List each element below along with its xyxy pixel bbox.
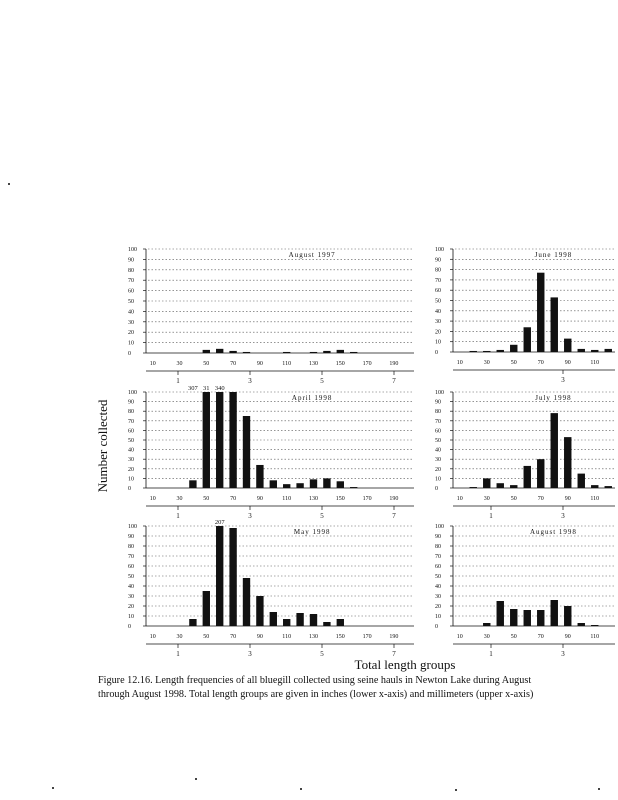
x-axis-label: Total length groups bbox=[354, 657, 456, 672]
bar bbox=[216, 392, 223, 488]
bar bbox=[283, 352, 290, 353]
bar bbox=[323, 622, 330, 626]
x-tick-label-mm: 110 bbox=[282, 634, 292, 640]
y-tick-label: 40 bbox=[128, 309, 134, 316]
x-tick-label-mm: 70 bbox=[537, 634, 544, 640]
panel-title: August 1998 bbox=[529, 528, 577, 536]
caption-line-2: through August 1998. Total length groups are given in inches (lower x-axis) and millimeters (upper x-axis) bbox=[98, 689, 534, 700]
x-tick-label-mm: 170 bbox=[362, 634, 372, 640]
x-tick-label-inch: 1 bbox=[176, 377, 180, 385]
y-tick-label: 70 bbox=[435, 277, 441, 284]
bar bbox=[524, 466, 531, 488]
bar bbox=[229, 392, 236, 488]
y-tick-label: 70 bbox=[435, 418, 441, 425]
x-tick-label-inch: 5 bbox=[320, 650, 324, 658]
y-tick-label: 80 bbox=[128, 544, 134, 550]
x-tick-label-inch: 3 bbox=[248, 512, 252, 520]
y-tick-label: 10 bbox=[128, 614, 134, 620]
x-tick-label-mm: 90 bbox=[564, 360, 571, 366]
bar-value-label: 207 bbox=[214, 519, 225, 526]
y-tick-label: 100 bbox=[435, 524, 444, 530]
y-tick-label: 80 bbox=[435, 544, 441, 550]
x-tick-label-mm: 190 bbox=[389, 496, 399, 502]
y-tick-label: 40 bbox=[435, 447, 441, 454]
x-tick-label-mm: 50 bbox=[203, 496, 210, 502]
x-tick-label-mm: 50 bbox=[510, 496, 517, 502]
panel-title: April 1998 bbox=[291, 394, 333, 402]
x-tick-label-mm: 50 bbox=[203, 634, 210, 640]
bar bbox=[470, 487, 477, 488]
bar bbox=[229, 351, 236, 353]
y-tick-label: 50 bbox=[435, 298, 441, 305]
bar bbox=[591, 350, 598, 352]
y-tick-label: 20 bbox=[128, 466, 134, 473]
panel-title: July 1998 bbox=[535, 394, 572, 402]
bar bbox=[497, 601, 504, 626]
y-tick-label: 90 bbox=[128, 534, 134, 540]
bar bbox=[551, 600, 558, 626]
x-tick-label-mm: 170 bbox=[362, 361, 372, 367]
y-axis-label: Number collected bbox=[95, 399, 110, 493]
y-tick-label: 70 bbox=[128, 418, 134, 425]
bar bbox=[216, 349, 223, 353]
y-tick-label: 70 bbox=[128, 554, 134, 560]
bar bbox=[203, 350, 210, 353]
x-tick-label-mm: 30 bbox=[176, 496, 183, 502]
y-tick-label: 0 bbox=[128, 351, 131, 357]
bar bbox=[323, 478, 330, 488]
y-tick-label: 70 bbox=[435, 554, 441, 560]
bar bbox=[524, 610, 531, 626]
y-tick-label: 40 bbox=[128, 584, 134, 590]
y-tick-label: 20 bbox=[128, 330, 134, 337]
x-tick-label-mm: 110 bbox=[282, 361, 292, 367]
y-tick-label: 100 bbox=[128, 247, 137, 253]
bar bbox=[270, 480, 277, 488]
bar bbox=[605, 349, 612, 352]
x-tick-label-mm: 150 bbox=[335, 496, 345, 502]
x-tick-label-inch: 3 bbox=[561, 650, 565, 658]
y-tick-label: 60 bbox=[435, 564, 441, 570]
x-tick-label-mm: 50 bbox=[510, 634, 517, 640]
y-tick-label: 90 bbox=[128, 257, 134, 264]
bar bbox=[510, 609, 517, 626]
x-tick-label-mm: 70 bbox=[230, 361, 237, 367]
y-tick-label: 0 bbox=[435, 350, 438, 356]
x-tick-label-mm: 10 bbox=[149, 496, 156, 502]
bar bbox=[337, 481, 344, 488]
y-tick-label: 10 bbox=[435, 476, 441, 483]
bar bbox=[564, 339, 571, 352]
y-tick-label: 50 bbox=[128, 299, 134, 305]
bar bbox=[296, 613, 303, 626]
x-tick-label-inch: 1 bbox=[489, 650, 493, 658]
y-tick-label: 20 bbox=[128, 604, 134, 610]
x-tick-label-mm: 30 bbox=[483, 496, 490, 502]
scan-speck bbox=[300, 788, 302, 790]
scan-speck bbox=[195, 778, 197, 780]
bar bbox=[591, 485, 598, 488]
x-tick-label-mm: 30 bbox=[176, 361, 183, 367]
bar bbox=[350, 352, 357, 353]
y-tick-label: 0 bbox=[128, 624, 131, 630]
x-tick-label-mm: 10 bbox=[456, 634, 463, 640]
y-tick-label: 20 bbox=[435, 329, 441, 336]
y-tick-label: 30 bbox=[435, 319, 441, 326]
scan-speck bbox=[455, 789, 457, 791]
x-tick-label-inch: 7 bbox=[392, 512, 396, 520]
panel-title: August 1997 bbox=[288, 251, 336, 259]
bar bbox=[243, 416, 250, 488]
bar bbox=[296, 483, 303, 488]
x-tick-label-mm: 70 bbox=[537, 496, 544, 502]
x-tick-label-inch: 3 bbox=[248, 650, 252, 658]
bar bbox=[551, 413, 558, 488]
x-tick-label-mm: 190 bbox=[389, 361, 399, 367]
bar bbox=[350, 487, 357, 488]
bar bbox=[283, 619, 290, 626]
y-tick-label: 0 bbox=[435, 486, 438, 492]
bar bbox=[189, 480, 196, 488]
y-tick-label: 90 bbox=[128, 399, 134, 406]
x-tick-label-mm: 50 bbox=[203, 361, 210, 367]
y-tick-label: 30 bbox=[128, 319, 134, 326]
bar-value-label: 307 bbox=[188, 385, 198, 392]
bar bbox=[310, 614, 317, 626]
y-tick-label: 10 bbox=[128, 340, 134, 347]
bar bbox=[203, 591, 210, 626]
y-tick-label: 90 bbox=[435, 257, 441, 264]
y-tick-label: 0 bbox=[128, 486, 131, 492]
y-tick-label: 40 bbox=[435, 308, 441, 315]
bar bbox=[564, 437, 571, 488]
scan-speck bbox=[52, 787, 54, 789]
y-tick-label: 30 bbox=[128, 457, 134, 464]
y-tick-label: 30 bbox=[435, 594, 441, 600]
x-tick-label-mm: 10 bbox=[149, 634, 156, 640]
x-tick-label-mm: 130 bbox=[309, 634, 318, 640]
x-tick-label-mm: 170 bbox=[362, 496, 372, 502]
y-tick-label: 60 bbox=[128, 288, 134, 295]
bar bbox=[229, 528, 236, 626]
bar bbox=[497, 350, 504, 352]
bar bbox=[483, 478, 490, 488]
bar-value-label: 31 bbox=[203, 385, 210, 392]
bar bbox=[483, 351, 490, 352]
x-tick-label-inch: 5 bbox=[320, 377, 324, 385]
y-tick-label: 50 bbox=[128, 438, 134, 444]
x-tick-label-inch: 3 bbox=[561, 512, 565, 520]
x-tick-label-mm: 110 bbox=[590, 634, 600, 640]
x-tick-label-inch: 7 bbox=[392, 650, 396, 658]
y-tick-label: 90 bbox=[435, 534, 441, 540]
x-tick-label-inch: 3 bbox=[248, 377, 252, 385]
caption-line-1: Figure 12.16. Length frequencies of all bluegill collected using seine hauls in Newton Lake during August bbox=[98, 675, 532, 686]
y-tick-label: 10 bbox=[435, 339, 441, 346]
x-tick-label-inch: 1 bbox=[489, 512, 493, 520]
y-tick-label: 80 bbox=[128, 267, 134, 274]
x-tick-label-mm: 50 bbox=[510, 360, 517, 366]
bar bbox=[510, 345, 517, 352]
x-tick-label-mm: 90 bbox=[256, 634, 263, 640]
x-tick-label-mm: 90 bbox=[564, 634, 571, 640]
bar bbox=[337, 350, 344, 353]
y-tick-label: 50 bbox=[435, 574, 441, 580]
bar bbox=[578, 623, 585, 626]
x-tick-label-inch: 7 bbox=[392, 377, 396, 385]
panel-title: May 1998 bbox=[293, 528, 331, 536]
bar bbox=[537, 273, 544, 352]
bar bbox=[310, 479, 317, 488]
x-tick-label-inch: 5 bbox=[320, 512, 324, 520]
bar bbox=[323, 351, 330, 353]
bar bbox=[537, 459, 544, 488]
bar bbox=[578, 349, 585, 352]
x-tick-label-mm: 30 bbox=[483, 360, 490, 366]
y-tick-label: 10 bbox=[128, 476, 134, 483]
x-tick-label-mm: 70 bbox=[230, 496, 237, 502]
y-tick-label: 70 bbox=[128, 278, 134, 285]
x-tick-label-mm: 130 bbox=[309, 496, 318, 502]
bar bbox=[591, 625, 598, 626]
bar bbox=[537, 610, 544, 626]
bar bbox=[310, 352, 317, 353]
y-tick-label: 100 bbox=[435, 247, 444, 253]
panel-title: June 1998 bbox=[534, 251, 573, 259]
bar-value-label: 340 bbox=[214, 385, 225, 392]
bar bbox=[243, 352, 250, 353]
y-tick-label: 20 bbox=[435, 604, 441, 610]
x-tick-label-mm: 150 bbox=[335, 634, 345, 640]
y-tick-label: 60 bbox=[128, 564, 134, 570]
x-tick-label-mm: 90 bbox=[564, 496, 571, 502]
y-tick-label: 100 bbox=[435, 390, 444, 396]
y-tick-label: 30 bbox=[435, 457, 441, 464]
y-tick-label: 60 bbox=[435, 288, 441, 295]
bar bbox=[510, 485, 517, 488]
x-tick-label-mm: 30 bbox=[176, 634, 183, 640]
bar bbox=[337, 619, 344, 626]
bar bbox=[497, 483, 504, 488]
y-tick-label: 80 bbox=[128, 409, 134, 416]
y-tick-label: 80 bbox=[435, 409, 441, 416]
bar bbox=[524, 327, 531, 352]
x-tick-label-mm: 110 bbox=[590, 360, 600, 366]
x-tick-label-mm: 90 bbox=[256, 361, 263, 367]
bar bbox=[216, 526, 223, 626]
x-tick-label-inch: 1 bbox=[176, 650, 180, 658]
bar bbox=[256, 465, 263, 488]
bar bbox=[256, 596, 263, 626]
bar bbox=[203, 392, 210, 488]
x-tick-label-mm: 70 bbox=[537, 360, 544, 366]
y-tick-label: 90 bbox=[435, 399, 441, 406]
x-tick-label-mm: 90 bbox=[256, 496, 263, 502]
bar bbox=[483, 623, 490, 626]
y-tick-label: 0 bbox=[435, 624, 438, 630]
x-tick-label-mm: 10 bbox=[149, 361, 156, 367]
x-tick-label-mm: 110 bbox=[282, 496, 292, 502]
x-tick-label-mm: 10 bbox=[456, 360, 463, 366]
y-tick-label: 50 bbox=[435, 438, 441, 444]
y-tick-label: 60 bbox=[128, 428, 134, 435]
scan-speck bbox=[8, 183, 10, 185]
y-tick-label: 40 bbox=[128, 447, 134, 454]
x-tick-label-mm: 150 bbox=[335, 361, 345, 367]
bar bbox=[470, 351, 477, 352]
bar bbox=[578, 474, 585, 488]
bar bbox=[270, 612, 277, 626]
bar bbox=[564, 606, 571, 626]
bar bbox=[551, 297, 558, 352]
x-tick-label-inch: 3 bbox=[561, 376, 565, 384]
x-tick-label-inch: 1 bbox=[176, 512, 180, 520]
bar bbox=[283, 484, 290, 488]
x-tick-label-mm: 110 bbox=[590, 496, 600, 502]
x-tick-label-mm: 30 bbox=[483, 634, 490, 640]
y-tick-label: 50 bbox=[128, 574, 134, 580]
x-tick-label-mm: 130 bbox=[309, 361, 318, 367]
y-tick-label: 20 bbox=[435, 466, 441, 473]
bar bbox=[243, 578, 250, 626]
y-tick-label: 10 bbox=[435, 614, 441, 620]
y-tick-label: 100 bbox=[128, 390, 137, 396]
y-tick-label: 80 bbox=[435, 267, 441, 274]
y-tick-label: 60 bbox=[435, 428, 441, 435]
y-tick-label: 40 bbox=[435, 584, 441, 590]
bar bbox=[189, 619, 196, 626]
x-tick-label-mm: 190 bbox=[389, 634, 399, 640]
scan-speck bbox=[598, 788, 600, 790]
y-tick-label: 100 bbox=[128, 524, 137, 530]
x-tick-label-mm: 70 bbox=[230, 634, 237, 640]
x-tick-label-mm: 10 bbox=[456, 496, 463, 502]
y-tick-label: 30 bbox=[128, 594, 134, 600]
bar bbox=[605, 486, 612, 488]
